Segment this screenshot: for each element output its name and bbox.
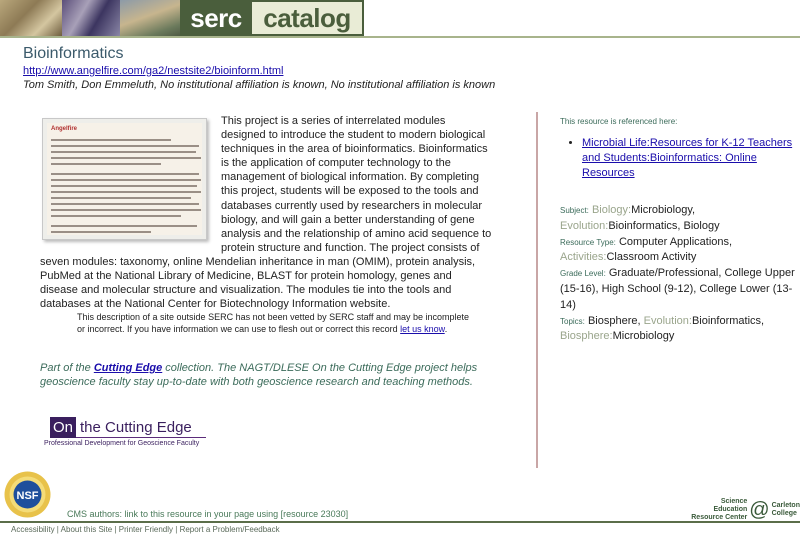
at-icon: @ xyxy=(749,499,770,521)
nsf-text: NSF xyxy=(16,490,39,502)
header-banner[interactable] xyxy=(0,0,368,36)
serc-logo-right xyxy=(772,502,800,518)
cutting-edge-logo[interactable] xyxy=(44,417,244,451)
resource-thumbnail[interactable] xyxy=(42,118,207,240)
collection-note xyxy=(40,361,510,389)
topics-bioinformatics: Bioinformatics, xyxy=(691,314,765,327)
thumbnail-text-line xyxy=(51,163,161,165)
thumbnail-text-line xyxy=(51,225,197,227)
grade-level-value: Graduate/Professional, College Upper (15-16), High School (9-12), College Lower (13-14) xyxy=(560,267,795,311)
referenced-link[interactable]: Microbial Life:Resources for K-12 Teachers and Students:Bioinformatics: Online Resources xyxy=(582,137,793,179)
thumbnail-text-line xyxy=(51,157,201,159)
footer-link-accessibility[interactable]: Accessibility xyxy=(11,525,55,534)
thumbnail-text-line xyxy=(51,197,191,199)
referenced-list xyxy=(582,136,800,181)
page-title: Bioinformatics xyxy=(23,45,124,62)
footer-separator: | xyxy=(54,525,61,534)
footer-link-about[interactable]: About this Site xyxy=(60,525,113,534)
cutting-edge-logo-on: On xyxy=(50,417,76,438)
thumbnail-text-line xyxy=(51,185,197,187)
resource-type-value: Computer Applications, xyxy=(618,235,733,248)
thumbnail-text-line xyxy=(51,215,181,217)
footer-links xyxy=(11,525,280,534)
thumbnail-text-line xyxy=(51,231,151,233)
banner-photo-2 xyxy=(62,0,120,36)
column-divider xyxy=(536,112,538,468)
thumbnail-text-line xyxy=(51,173,199,175)
topics-evolution: Evolution: xyxy=(643,314,692,327)
list-item xyxy=(582,136,800,181)
collection-suffix: collection. The NAGT/DLESE On the Cutting Edge project helps geoscience faculty stay up-to-date with both geoscience research and teaching methods. xyxy=(40,362,478,388)
subject-evolution: Evolution: xyxy=(560,219,609,232)
resource-type-activities: Activities: xyxy=(560,251,607,264)
sidebar xyxy=(560,117,800,345)
thumbnail-text-line xyxy=(51,191,201,193)
thumbnail-inner xyxy=(47,123,202,235)
banner-photo-3 xyxy=(120,0,180,36)
resource-type-label: Resource Type: xyxy=(560,237,616,247)
resource-type-classroom: Classroom Activity xyxy=(606,251,697,264)
referenced-heading: This resource is referenced here: xyxy=(560,117,678,126)
subject-bioinformatics: Bioinformatics, Biology xyxy=(608,219,720,232)
footer-separator: | xyxy=(112,525,119,534)
banner-serc-text[interactable]: serc xyxy=(180,0,252,36)
thumbnail-logo: Angelfire xyxy=(51,126,78,132)
college-line: College xyxy=(771,510,797,517)
main-content xyxy=(40,114,492,311)
footer-link-report-problem[interactable]: Report a Problem/Feedback xyxy=(179,525,280,534)
topics-biosphere: Biosphere, xyxy=(587,314,641,327)
thumbnail-text-line xyxy=(51,203,199,205)
thumbnail-text-line xyxy=(51,145,199,147)
cutting-edge-logo-text: the Cutting Edge xyxy=(80,418,192,436)
disclaimer xyxy=(77,311,477,335)
cms-authors-note: CMS authors: link to this resource in your page using [resource 23030] xyxy=(67,509,349,519)
banner-rule xyxy=(0,36,800,38)
thumbnail-text-line xyxy=(51,179,201,181)
resource-description: This project is a series of interrelated modules designed to introduce the student to modern biological techniques in the area of bioinformatics. Bioinformatics is the application of computer technology to the management of biological information. By completing this project, students will be exposed to the tools and databases currently used by researchers in molecular biology, and will gain a better understanding of gene analysis and the relationship of amino acid sequence to protein structure and function. The project consists of seven modules: taxonomy, online Mendelian inheritance in man (OMIM), protein analysis, PubMed at the National Library of Medicine, BLAST for protein homology, genes and disease and molecular structure and visualization. The modules tie into the tools and databases at the National Center for Biotechnology Information website. xyxy=(40,115,492,311)
subject-label: Subject: xyxy=(560,206,589,215)
serc-logo-line: Resource Center xyxy=(691,514,748,521)
disclaimer-end: . xyxy=(444,324,448,334)
resource-url-link[interactable]: http://www.angelfire.com/ga2/nestsite2/bioinform.html xyxy=(23,65,284,77)
cutting-edge-logo-sub: Professional Development for Geoscience Faculty xyxy=(44,440,200,447)
resource-metadata xyxy=(560,203,800,345)
carleton-line: Carleton xyxy=(771,502,800,509)
thumbnail-text-line xyxy=(51,209,201,211)
footer-link-printer-friendly[interactable]: Printer Friendly xyxy=(118,525,174,534)
banner-photo-1 xyxy=(0,0,62,36)
topics-biosphere-dim: Biosphere: xyxy=(560,330,613,343)
banner-catalog-text[interactable]: catalog xyxy=(252,0,364,36)
thumbnail-text-line xyxy=(51,139,171,141)
serc-logo-left xyxy=(690,498,747,522)
nsf-logo[interactable] xyxy=(3,470,52,519)
subject-microbiology: Microbiology, xyxy=(631,204,696,216)
cutting-edge-logo-top xyxy=(50,417,206,438)
footer-separator: | xyxy=(173,525,180,534)
serc-carleton-logo[interactable] xyxy=(690,500,800,520)
topics-microbiology: Microbiology xyxy=(612,330,675,343)
serc-logo-line: Science Education xyxy=(713,498,748,513)
resource-authors: Tom Smith, Don Emmeluth, No institutional affiliation is known, No institutional affiliation is known xyxy=(23,79,496,91)
footer-rule xyxy=(0,521,800,523)
subject-biology: Biology: xyxy=(591,204,632,216)
collection-prefix: Part of the xyxy=(40,362,94,374)
disclaimer-text: This description of a site outside SERC has not been vetted by SERC staff and may be incomplete or incorrect. If you have information we can use to flesh out or correct this record xyxy=(77,312,470,334)
topics-label: Topics: xyxy=(560,316,585,326)
cutting-edge-link[interactable]: Cutting Edge xyxy=(93,362,163,374)
thumbnail-text-line xyxy=(51,151,196,153)
let-us-know-link[interactable]: let us know xyxy=(400,324,445,334)
grade-level-label: Grade Level: xyxy=(560,269,606,279)
